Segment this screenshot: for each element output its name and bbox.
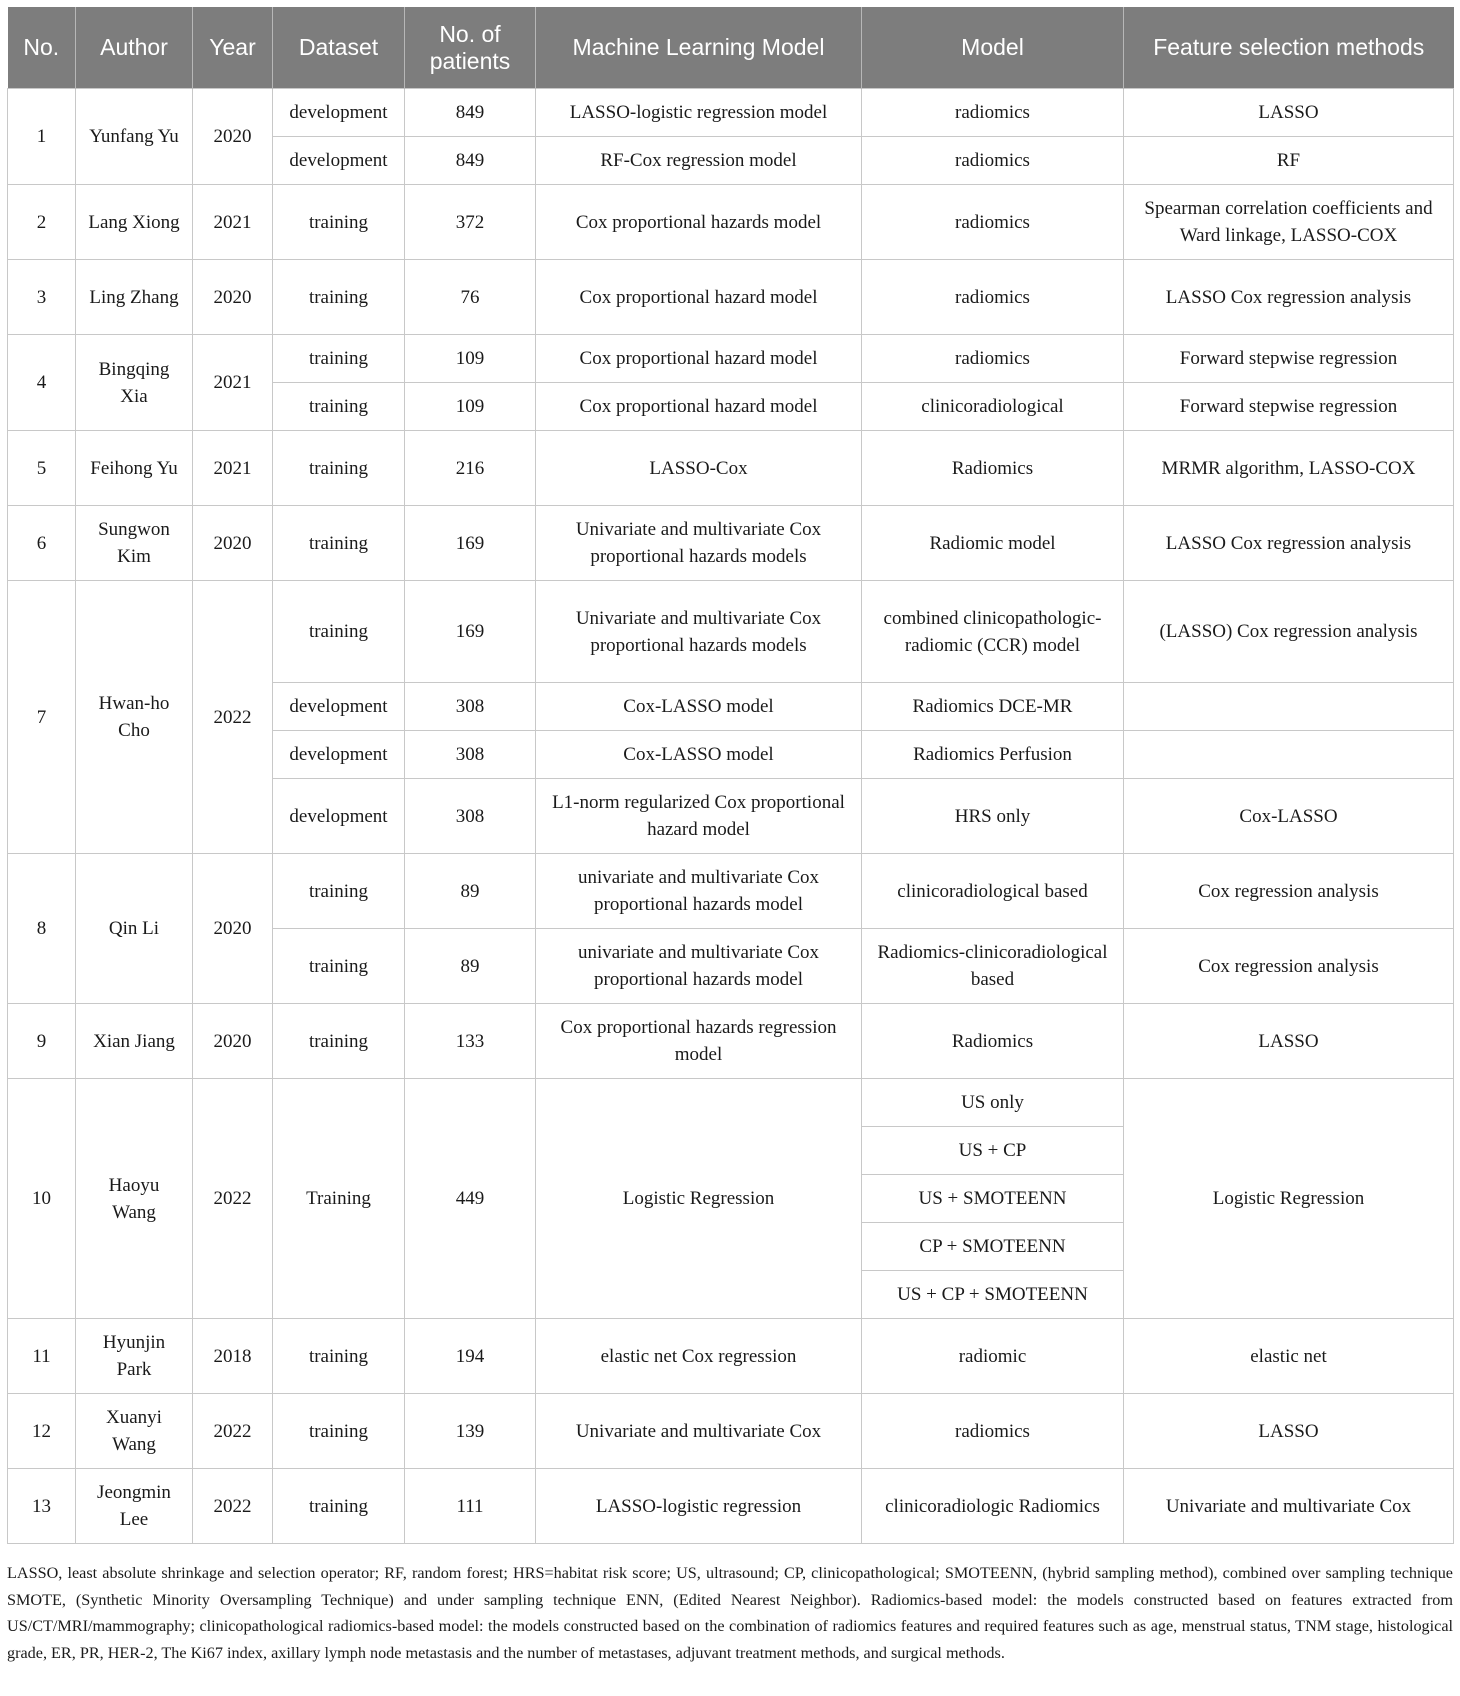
table-row <box>8 1319 1454 1394</box>
cell-ml-model: univariate and multivariate Cox proportional hazards model <box>536 854 862 929</box>
cell-patients: 109 <box>405 383 536 431</box>
cell-model: Radiomic model <box>862 506 1124 581</box>
cell-dataset: development <box>273 89 405 137</box>
header-year: Year <box>193 7 273 89</box>
cell-dataset: development <box>273 137 405 185</box>
cell-dataset: training <box>273 1469 405 1544</box>
header-feature-selection: Feature selection methods <box>1124 7 1454 89</box>
table-row <box>8 431 1454 506</box>
cell-patients: 194 <box>405 1319 536 1394</box>
cell-dataset: training <box>273 1394 405 1469</box>
cell-no: 3 <box>8 260 76 335</box>
cell-model: clinicoradiological based <box>862 854 1124 929</box>
cell-dataset: training <box>273 506 405 581</box>
cell-feature-selection: MRMR algorithm, LASSO-COX <box>1124 431 1454 506</box>
table-row <box>8 854 1454 929</box>
header-no: No. <box>8 7 76 89</box>
cell-model: radiomics <box>862 1394 1124 1469</box>
cell-model: US + CP <box>862 1127 1124 1175</box>
cell-author: Bingqing Xia <box>76 335 193 431</box>
cell-model: clinicoradiological <box>862 383 1124 431</box>
cell-ml-model: Univariate and multivariate Cox proportional hazards models <box>536 581 862 683</box>
cell-model: radiomics <box>862 335 1124 383</box>
cell-model: radiomics <box>862 260 1124 335</box>
table-row <box>8 335 1454 383</box>
cell-patients: 133 <box>405 1004 536 1079</box>
cell-ml-model: Cox proportional hazard model <box>536 260 862 335</box>
cell-dataset: training <box>273 929 405 1004</box>
cell-ml-model: univariate and multivariate Cox proportional hazards model <box>536 929 862 1004</box>
table-row <box>8 89 1454 137</box>
cell-author: Lang Xiong <box>76 185 193 260</box>
cell-ml-model: RF-Cox regression model <box>536 137 862 185</box>
table-row <box>8 581 1454 683</box>
cell-ml-model: Cox proportional hazards regression model <box>536 1004 862 1079</box>
cell-dataset: training <box>273 185 405 260</box>
cell-no: 1 <box>8 89 76 185</box>
cell-feature-selection: Cox regression analysis <box>1124 929 1454 1004</box>
cell-dataset: training <box>273 1004 405 1079</box>
table-footnote: LASSO, least absolute shrinkage and selection operator; RF, random forest; HRS=habitat risk score; US, ultrasound; CP, clinicopathological; SMOTEENN, (hybrid sampling method), combined over sampling technique SMOTE, (Synthetic Minority Oversampling Technique) and under sampling technique ENN, (Edited Nearest Neighbor). Radiomics-based model: the models constructed based on features extracted from US/CT/MRI/mammography; clinicopathological radiomics-based model: the models constructed based on the combination of radiomics features and required features such as age, menstrual status, TNM stage, histological grade, ER, PR, HER-2, The Ki67 index, axillary lymph node metastasis and the number of metastases, adjuvant treatment methods, and surgical methods. <box>7 1564 1453 1662</box>
studies-table <box>7 7 1454 1544</box>
cell-year: 2022 <box>193 1079 273 1319</box>
cell-model: Radiomics-clinicoradiological based <box>862 929 1124 1004</box>
cell-patients: 111 <box>405 1469 536 1544</box>
cell-author: Sungwon Kim <box>76 506 193 581</box>
cell-ml-model: LASSO-logistic regression <box>536 1469 862 1544</box>
cell-ml-model: Cox-LASSO model <box>536 731 862 779</box>
cell-ml-model: Logistic Regression <box>536 1079 862 1319</box>
cell-feature-selection: LASSO Cox regression analysis <box>1124 506 1454 581</box>
cell-no: 4 <box>8 335 76 431</box>
cell-model: US + SMOTEENN <box>862 1175 1124 1223</box>
cell-feature-selection: RF <box>1124 137 1454 185</box>
table-row <box>8 1079 1454 1127</box>
cell-feature-selection: LASSO <box>1124 89 1454 137</box>
cell-no: 8 <box>8 854 76 1004</box>
cell-patients: 449 <box>405 1079 536 1319</box>
table-row <box>8 185 1454 260</box>
cell-dataset: training <box>273 260 405 335</box>
cell-patients: 372 <box>405 185 536 260</box>
cell-model: radiomics <box>862 185 1124 260</box>
cell-feature-selection: Univariate and multivariate Cox <box>1124 1469 1454 1544</box>
cell-author: Feihong Yu <box>76 431 193 506</box>
cell-patients: 216 <box>405 431 536 506</box>
cell-dataset: training <box>273 335 405 383</box>
cell-ml-model: Cox proportional hazards model <box>536 185 862 260</box>
cell-feature-selection: elastic net <box>1124 1319 1454 1394</box>
table-row <box>8 1394 1454 1469</box>
cell-ml-model: Cox-LASSO model <box>536 683 862 731</box>
cell-ml-model: Univariate and multivariate Cox <box>536 1394 862 1469</box>
cell-patients: 849 <box>405 89 536 137</box>
cell-author: Xian Jiang <box>76 1004 193 1079</box>
cell-author: Hyunjin Park <box>76 1319 193 1394</box>
cell-year: 2022 <box>193 1394 273 1469</box>
table-row <box>8 506 1454 581</box>
cell-model: US + CP + SMOTEENN <box>862 1271 1124 1319</box>
cell-patients: 169 <box>405 506 536 581</box>
cell-feature-selection: Forward stepwise regression <box>1124 335 1454 383</box>
cell-patients: 308 <box>405 731 536 779</box>
cell-feature-selection <box>1124 731 1454 779</box>
cell-year: 2021 <box>193 431 273 506</box>
cell-year: 2018 <box>193 1319 273 1394</box>
cell-feature-selection: LASSO <box>1124 1394 1454 1469</box>
header-patients: No. of patients <box>405 7 536 89</box>
cell-year: 2022 <box>193 1469 273 1544</box>
cell-model: combined clinicopathologic-radiomic (CCR) model <box>862 581 1124 683</box>
cell-year: 2020 <box>193 854 273 1004</box>
cell-author: Xuanyi Wang <box>76 1394 193 1469</box>
cell-patients: 139 <box>405 1394 536 1469</box>
cell-no: 9 <box>8 1004 76 1079</box>
cell-no: 11 <box>8 1319 76 1394</box>
cell-feature-selection <box>1124 683 1454 731</box>
cell-year: 2020 <box>193 89 273 185</box>
cell-patients: 76 <box>405 260 536 335</box>
table-row <box>8 1469 1454 1544</box>
cell-no: 12 <box>8 1394 76 1469</box>
cell-author: Haoyu Wang <box>76 1079 193 1319</box>
cell-dataset: development <box>273 731 405 779</box>
cell-year: 2020 <box>193 1004 273 1079</box>
cell-dataset: training <box>273 1319 405 1394</box>
cell-dataset: training <box>273 383 405 431</box>
cell-ml-model: Cox proportional hazard model <box>536 383 862 431</box>
cell-feature-selection: Logistic Regression <box>1124 1079 1454 1319</box>
cell-patients: 89 <box>405 929 536 1004</box>
cell-feature-selection: Cox regression analysis <box>1124 854 1454 929</box>
table-container <box>7 7 1453 1544</box>
header-ml-model: Machine Learning Model <box>536 7 862 89</box>
cell-model: CP + SMOTEENN <box>862 1223 1124 1271</box>
cell-no: 7 <box>8 581 76 854</box>
cell-feature-selection: Spearman correlation coefficients and Ward linkage, LASSO-COX <box>1124 185 1454 260</box>
cell-year: 2021 <box>193 185 273 260</box>
cell-model: US only <box>862 1079 1124 1127</box>
cell-ml-model: LASSO-Cox <box>536 431 862 506</box>
cell-year: 2020 <box>193 506 273 581</box>
header-author: Author <box>76 7 193 89</box>
cell-model: clinicoradiologic Radiomics <box>862 1469 1124 1544</box>
cell-patients: 308 <box>405 683 536 731</box>
cell-model: HRS only <box>862 779 1124 854</box>
cell-dataset: training <box>273 581 405 683</box>
cell-author: Qin Li <box>76 854 193 1004</box>
cell-dataset: training <box>273 431 405 506</box>
cell-patients: 169 <box>405 581 536 683</box>
cell-feature-selection: LASSO Cox regression analysis <box>1124 260 1454 335</box>
cell-ml-model: L1-norm regularized Cox proportional hazard model <box>536 779 862 854</box>
cell-author: Yunfang Yu <box>76 89 193 185</box>
cell-feature-selection: Cox-LASSO <box>1124 779 1454 854</box>
cell-no: 2 <box>8 185 76 260</box>
cell-model: Radiomics <box>862 1004 1124 1079</box>
cell-feature-selection: Forward stepwise regression <box>1124 383 1454 431</box>
cell-no: 10 <box>8 1079 76 1319</box>
cell-author: Jeongmin Lee <box>76 1469 193 1544</box>
cell-year: 2020 <box>193 260 273 335</box>
cell-feature-selection: LASSO <box>1124 1004 1454 1079</box>
cell-ml-model: Univariate and multivariate Cox proportional hazards models <box>536 506 862 581</box>
header-dataset: Dataset <box>273 7 405 89</box>
cell-model: radiomics <box>862 137 1124 185</box>
cell-dataset: Training <box>273 1079 405 1319</box>
cell-patients: 109 <box>405 335 536 383</box>
cell-patients: 89 <box>405 854 536 929</box>
cell-author: Ling Zhang <box>76 260 193 335</box>
cell-model: Radiomics Perfusion <box>862 731 1124 779</box>
cell-dataset: development <box>273 683 405 731</box>
cell-no: 5 <box>8 431 76 506</box>
cell-feature-selection: (LASSO) Cox regression analysis <box>1124 581 1454 683</box>
cell-author: Hwan-ho Cho <box>76 581 193 854</box>
header-row <box>8 7 1454 89</box>
cell-no: 6 <box>8 506 76 581</box>
cell-model: radiomics <box>862 89 1124 137</box>
cell-year: 2021 <box>193 335 273 431</box>
header-model: Model <box>862 7 1124 89</box>
cell-ml-model: Cox proportional hazard model <box>536 335 862 383</box>
cell-year: 2022 <box>193 581 273 854</box>
cell-patients: 849 <box>405 137 536 185</box>
table-row <box>8 1004 1454 1079</box>
cell-no: 13 <box>8 1469 76 1544</box>
cell-model: Radiomics DCE-MR <box>862 683 1124 731</box>
cell-dataset: training <box>273 854 405 929</box>
table-row <box>8 260 1454 335</box>
cell-model: Radiomics <box>862 431 1124 506</box>
cell-dataset: development <box>273 779 405 854</box>
cell-ml-model: elastic net Cox regression <box>536 1319 862 1394</box>
cell-ml-model: LASSO-logistic regression model <box>536 89 862 137</box>
cell-model: radiomic <box>862 1319 1124 1394</box>
cell-patients: 308 <box>405 779 536 854</box>
